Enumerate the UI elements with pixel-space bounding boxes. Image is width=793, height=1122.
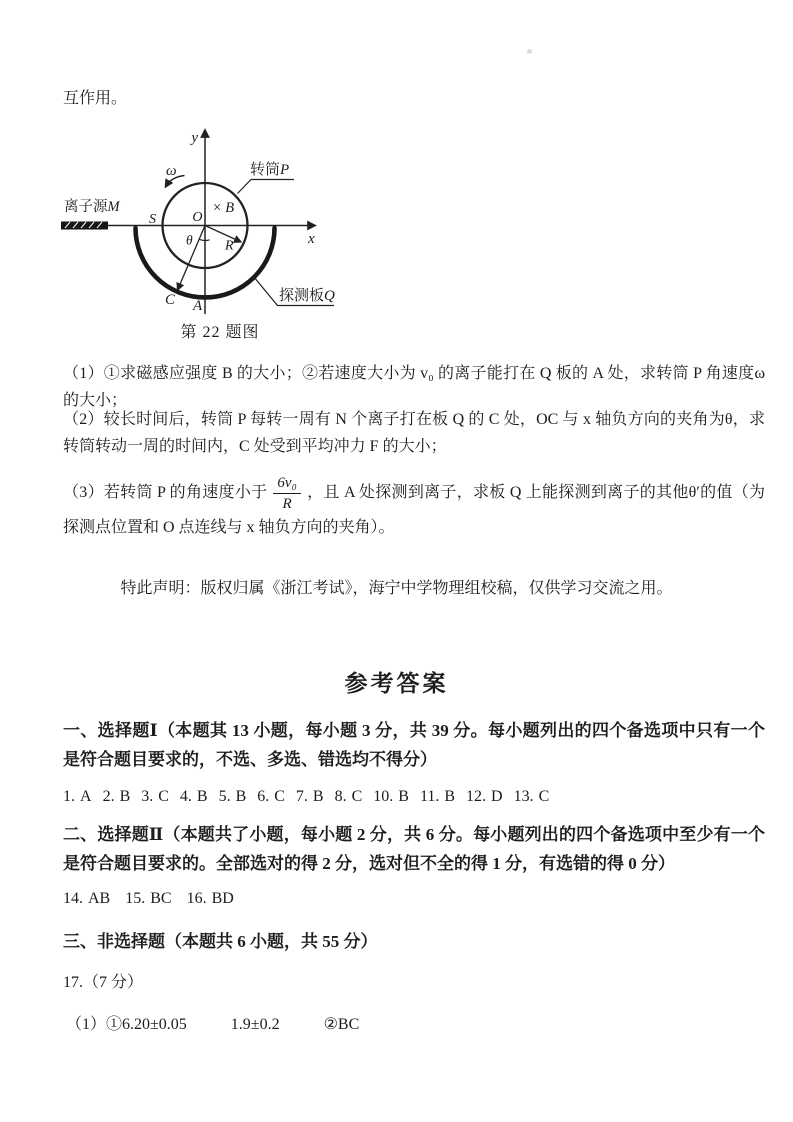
omega-label: ω [166,163,177,179]
question-3-before-fraction: （3）若转筒 P 的角速度小于 [63,484,268,502]
origin-label: O [192,210,203,225]
physics-diagram [50,115,430,350]
answer-number: 2. [102,788,115,805]
answer-item [180,788,208,806]
point-c-label: C [165,292,176,308]
detector-label [279,286,335,304]
answer-choice: BC [150,890,172,907]
answer-item [514,788,550,806]
answer-choice: AB [88,890,111,907]
radius-arrow [205,226,240,242]
answer-choice: B [119,788,131,805]
drum-leader-line [238,180,295,194]
section1-answers [63,788,549,806]
answer-number: 14. [63,890,83,907]
answer-number: 4. [179,788,192,805]
ion-source-label-var: M [107,199,120,215]
answer-choice: C [158,788,169,805]
theta-label: θ [186,232,193,248]
ion-source-label-text: 离子源 [64,199,108,215]
answer-number: 16. [186,890,207,907]
answer-choice: C [351,788,363,805]
section2-answers [63,890,234,908]
answer-choice: C [274,788,285,805]
figure-caption: 第 22 题图 [180,324,260,341]
answer-number: 12. [466,788,487,805]
answer-item [257,788,285,806]
copyright-statement: 特此声明：版权归属《浙江考试》，海宁中学物理组校稿，仅供学习交流之用。 [120,580,673,597]
question-3 [63,474,765,542]
drum-label [250,161,289,178]
question-17-answers [66,1011,359,1034]
x-axis-label: x [308,231,315,247]
answer-item [373,788,409,806]
answer-item [187,890,234,908]
answers-title: 参考答案 [344,671,449,696]
ion-source-label [64,198,121,215]
field-var: B [225,200,235,216]
answer-choice: B [312,788,324,805]
answer-item [219,788,247,806]
answer-number: 6. [257,788,270,805]
answer-number: 10. [373,788,394,805]
answer-number: 11. [419,788,440,805]
answer-choice: B [444,788,456,805]
answer-item [466,788,503,806]
answer-choice: A [80,788,92,805]
detector-label-var: Q [324,288,335,304]
point-s-label: S [149,212,156,227]
answer-number: 1. [63,788,75,805]
magnetic-field-label [213,200,234,216]
field-cross-symbol: × [213,200,222,216]
answer-choice: B [398,788,409,805]
question-17-score: 17.（7 分） [63,974,144,991]
answer-item [63,788,92,806]
answer-item [296,788,324,806]
point-a-label: A [193,298,203,314]
question-1: （1）①求磁感应强度 B 的大小；②若速度大小为 v₀ 的离子能打在 Q 板的 A 处，求转筒 P 角速度ω的大小； [63,365,765,409]
answer-number: 8. [334,788,347,805]
scan-artifact-dot [527,49,532,54]
answer-number: 7. [295,788,308,805]
answer-choice: D [491,788,503,805]
y-axis-label: y [191,130,198,146]
question-17-answer-item: （1）①6.20±0.05 [66,1016,187,1033]
drum-label-text: 转筒 [250,162,281,178]
answer-choice: BD [211,890,234,907]
answer-choice: B [196,788,208,805]
answer-number: 13. [513,788,534,805]
fraction-denominator: R [282,496,292,512]
answer-item [335,788,363,806]
answer-item [420,788,455,806]
drum-label-var: P [280,162,290,178]
question-2: （2）较长时间后，转筒 P 每转一周有 N 个离子打在板 Q 的 C 处，OC 与 x 轴负方向的夹角为θ，求转筒转动一周的时间内，C 处受到平均冲力 F 的大小； [63,411,765,455]
answer-item [141,788,169,806]
answer-choice: C [538,788,550,805]
question-17-answer-item: 1.9±0.2 [230,1016,280,1033]
answer-item [63,890,110,908]
fraction-6v0-over-R [273,474,300,513]
answer-choice: B [235,788,247,805]
intro-text: 互作用。 [63,90,128,107]
answer-number: 3. [141,788,154,805]
fraction-numerator: 6v₀ [273,474,300,494]
answer-number: 5. [218,788,231,805]
question-3-after-fraction: ，且 A 处探测到离子，求板 Q 上能探测到离子的其他θ′的值（为探测点位置和 O 点连线与 x 轴负方向的夹角）。 [63,484,765,536]
answer-item [125,890,171,908]
answer-number: 15. [125,890,146,907]
radius-label: R [225,238,234,254]
section1-heading: 一、选择题Ⅰ（本题其 13 小题，每小题 3 分，共 39 分。每小题列出的四个备选项中只有一个是符合题目要求的，不选、多选、错选均不得分） [63,721,765,769]
detector-label-text: 探测板 [279,288,325,304]
answer-item [103,788,131,806]
section2-heading: 二、选择题Ⅱ（本题共了小题，每小题 2 分，共 6 分。每小题列出的四个备选项中至少有一个是符合题目要求的。全部选对的得 2 分，选对但不全的得 1 分，有选错的得 0 分） [63,825,765,873]
section3-heading: 三、非选择题（本题共 6 小题，共 55 分） [63,932,378,951]
question-17-answer-item: ②BC [323,1016,360,1033]
